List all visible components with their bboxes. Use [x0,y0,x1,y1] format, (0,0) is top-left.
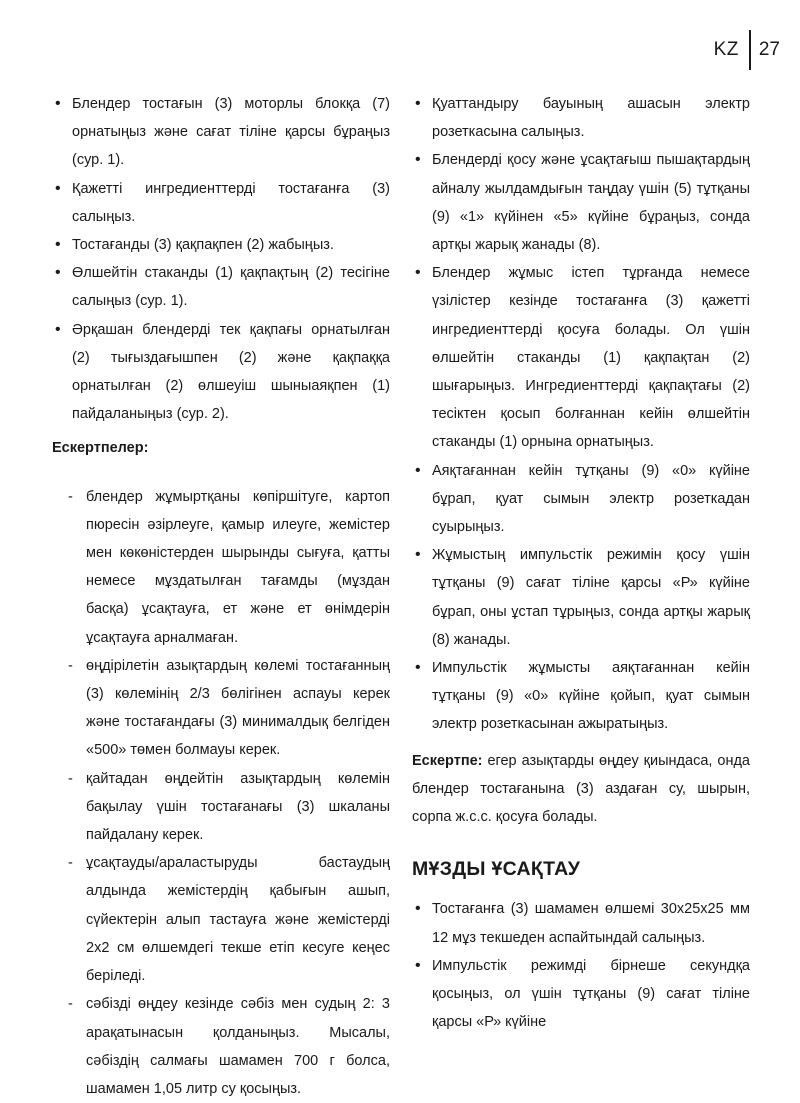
right-column [412,90,750,1037]
note-label: Ескертпе: [412,752,483,769]
notes-heading: Ескертпелер: [52,440,149,457]
note-item: - сәбізді өңдеу кезінде сәбіз мен судың 2: 3 арақатынасын қолданыңыз. Мысалы, сәбіздің салмағы шамамен 700 г болса, шамамен 1,05 литр су қосыңыз. [52,990,390,1103]
list-item: • Импульстік жұмысты аяқтағаннан кейін тұтқаны (9) «0» күйіне қойып, қуат сымын электр розеткасынан ажыратыңыз. [412,654,750,739]
note-text: егер азықтарды өңдеу қиындаса, онда блендер тостағанына (3) аздаған су, шырын, сорпа ж.с.с. қосуға болады. [412,752,750,826]
page-number: 27 [758,39,780,60]
ice-crush-list [412,895,750,1036]
list-item: • Қуаттандыру бауының ашасын электр розеткасына салыңыз. [412,90,750,146]
list-item: • Импульстік режимді бірнеше секундқа қосыңыз, ол үшін тұтқаны (9) сағат тіліне қарсы «Р» күйіне [412,952,750,1037]
note-item: - ұсақтауды/араластыруды бастаудың алдында жемістердің қабығын ашып, сүйектерін алып тастауға және жемістерді 2х2 см өлшемдегі текше етіп кесуге кеңес беріледі. [52,849,390,990]
list-item: • Блендер жұмыс істеп тұрғанда немесе үзілістер кезінде тостағанға (3) қажетті ингредиенттерді қосуға болады. Ол үшін өлшейтін стаканды (1) қақпақтан (2) шығарыңыз. Ингредиенттерді қақпақтағы (2) тесіктен қосып болғаннан кейін өлшейтін стаканды (1) орнына орнатыңыз. [412,259,750,456]
left-bullet-list [52,90,390,428]
left-column [52,90,390,1103]
list-item: • Аяқтағаннан кейін тұтқаны (9) «0» күйіне бұрап, қуат сымын электр розеткадан суырыңыз. [412,457,750,542]
language-code: KZ [713,39,739,60]
page-header [714,30,780,70]
right-bullet-list [412,90,750,739]
header-divider [749,30,751,70]
note-item: - блендер жұмыртқаны көпіршітуге, картоп пюресін әзірлеуге, қамыр илеуге, жемістер мен көкөністерден шырынды сығуға, қатты немесе мұздатылған тағамды (мұздан басқа) ұсақтауға, ет және ет өнімдерін ұсақтауға арналмаған. [52,483,390,652]
list-item: • Тостағанды (3) қақпақпен (2) жабыңыз. [52,231,390,259]
list-item: • Әрқашан блендерді тек қақпағы орнатылған (2) тығыздағышпен (2) және қақпаққа орнатылған (2) өлшеуіш шыныаяқпен (1) пайдаланыңыз (сур. 2). [52,316,390,429]
list-item: • Блендерді қосу және ұсақтағыш пышақтардың айналу жылдамдығын таңдау үшін (5) тұтқаны (9) «1» күйінен «5» күйіне бұраңыз, сонда артқы жарық жанады (8). [412,146,750,259]
section-title: МҰЗДЫ ҰСАҚТАУ [412,858,581,881]
list-item: • Тостағанға (3) шамамен өлшемі 30х25х25 мм 12 мұз текшеден аспайтындай салыңыз. [412,895,750,951]
list-item: • Блендер тостағын (3) моторлы блокқа (7) орнатыңыз және сағат тіліне қарсы бұраңыз (сур. 1). [52,90,390,175]
note-item: - өңдірілетін азықтардың көлемі тостағанның (3) көлемінің 2/3 бөлігінен аспауы керек және тостағандағы (3) минималдық белгіден «500» төмен болмауы керек. [52,652,390,765]
note-item: - қайтадан өңдейтін азықтардың көлемін бақылау үшін тостағанағы (3) шкаланы пайдалану керек. [52,765,390,850]
list-item: • Жұмыстың импульстік режимін қосу үшін тұтқаны (9) сағат тіліне қарсы «Р» күйіне бұрап, оны ұстап тұрыңыз, сонда артқы жарық (8) жанады. [412,541,750,654]
list-item: • Өлшейтін стаканды (1) қақпақтың (2) тесігіне салыңыз (сур. 1). [52,259,390,315]
note-paragraph [412,747,750,832]
list-item: • Қажетті ингредиенттерді тостағанға (3) салыңыз. [52,175,390,231]
notes-list [52,483,390,1103]
